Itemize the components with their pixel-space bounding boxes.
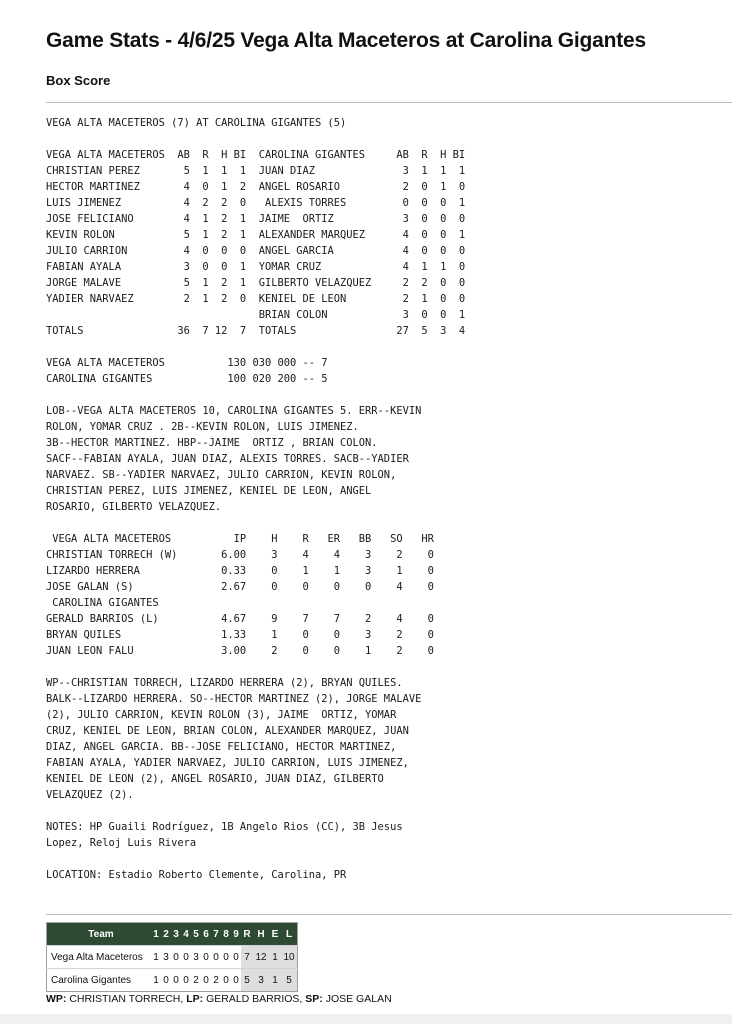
box-score-line: GERALD BARRIOS (L) 4.67 9 7 7 2 4 0 <box>46 613 434 625</box>
box-score-line: WP--CHRISTIAN TORRECH, LIZARDO HERRERA (2), BRYAN QUILES. <box>46 677 403 689</box>
box-score-line: JUAN LEON FALU 3.00 2 0 0 1 2 0 <box>46 645 434 657</box>
box-score-line: NOTES: HP Guaili Rodríguez, 1B Angelo Rios (CC), 3B Jesus <box>46 821 403 833</box>
box-score-heading: Box Score <box>46 73 111 88</box>
linescore-header-inning: 1 <box>151 923 161 946</box>
box-score-line: FABIAN AYALA, YADIER NARVAEZ, JULIO CARRION, LUIS JIMENEZ, <box>46 757 409 769</box>
linescore-lob-cell: 10 <box>281 946 298 969</box>
linescore-inning-cell: 0 <box>181 969 191 992</box>
box-score-line <box>46 131 465 147</box>
linescore-row-away <box>47 946 298 969</box>
box-score-line: NARVAEZ. SB--YADIER NARVAEZ, JULIO CARRION, KEVIN ROLON, <box>46 469 397 481</box>
box-score-line: KENIEL DE LEON (2), ANGEL ROSARIO, JUAN DIAZ, GILBERTO <box>46 773 384 785</box>
box-score-line: JOSE GALAN (S) 2.67 0 0 0 0 4 0 <box>46 581 434 593</box>
linescore-inning-cell: 1 <box>151 946 161 969</box>
linescore-errors-cell: 1 <box>269 946 281 969</box>
box-score-line: ROSARIO, GILBERTO VELAZQUEZ. <box>46 501 222 513</box>
linescore-inning-cell: 0 <box>231 946 241 969</box>
losing-pitcher-label: LP: <box>186 993 204 1005</box>
box-score-line: JULIO CARRION 4 0 0 0 ANGEL GARCIA 4 0 0 0 <box>46 245 466 257</box>
box-score-line: CAROLINA GIGANTES 100 020 200 -- 5 <box>46 373 328 385</box>
linescore-row-home <box>47 969 298 992</box>
linescore-header-inning: 7 <box>211 923 221 946</box>
linescore-hits-cell: 3 <box>253 969 269 992</box>
box-score-line: VEGA ALTA MACETEROS 130 030 000 -- 7 <box>46 357 328 369</box>
page-footer-strip <box>0 1014 732 1024</box>
linescore-inning-cell: 0 <box>221 946 231 969</box>
linescore-header-inning: 2 <box>161 923 171 946</box>
linescore-inning-cell: 1 <box>151 969 161 992</box>
box-score-line: VEGA ALTA MACETEROS IP H R ER BB SO HR <box>46 533 434 545</box>
winning-pitcher-label: WP: <box>46 993 67 1005</box>
linescore-inning-cell: 0 <box>211 946 221 969</box>
box-score-line: KEVIN ROLON 5 1 2 1 ALEXANDER MARQUEZ 4 0 0 1 <box>46 229 466 241</box>
box-score-line: CHRISTIAN TORRECH (W) 6.00 3 4 4 3 2 0 <box>46 549 434 561</box>
box-score-line: CRUZ, KENIEL DE LEON, BRIAN COLON, ALEXANDER MARQUEZ, JUAN <box>46 725 409 737</box>
box-score-line: VELAZQUEZ (2). <box>46 789 134 801</box>
box-score-line: CAROLINA GIGANTES <box>46 597 159 609</box>
linescore-header-inning: 3 <box>171 923 181 946</box>
box-score-line <box>46 851 465 867</box>
box-score-line: DIAZ, ANGEL GARCIA. BB--JOSE FELICIANO, HECTOR MARTINEZ, <box>46 741 397 753</box>
linescore-header-inning: 8 <box>221 923 231 946</box>
box-score-line: JORGE MALAVE 5 1 2 1 GILBERTO VELAZQUEZ 2 2 0 0 <box>46 277 466 289</box>
box-score-line: (2), JULIO CARRION, KEVIN ROLON (3), JAIME ORTIZ, YOMAR <box>46 709 397 721</box>
box-score-line: FABIAN AYALA 3 0 0 1 YOMAR CRUZ 4 1 1 0 <box>46 261 466 273</box>
box-score-line: LOB--VEGA ALTA MACETEROS 10, CAROLINA GIGANTES 5. ERR--KEVIN <box>46 405 422 417</box>
box-score-line: CHRISTIAN PEREZ, LUIS JIMENEZ, KENIEL DE LEON, ANGEL <box>46 485 372 497</box>
box-score-line: TOTALS 36 7 12 7 TOTALS 27 5 3 4 <box>46 325 466 337</box>
linescore-inning-cell: 3 <box>191 946 201 969</box>
box-score-line: BALK--LIZARDO HERRERA. SO--HECTOR MARTINEZ (2), JORGE MALAVE <box>46 693 422 705</box>
box-score-line: LOCATION: Estadio Roberto Clemente, Carolina, PR <box>46 869 347 881</box>
linescore-inning-cell: 0 <box>171 969 181 992</box>
box-score-line <box>46 803 465 819</box>
box-score-line: LIZARDO HERRERA 0.33 0 1 1 3 1 0 <box>46 565 434 577</box>
linescore-header-errors: E <box>269 923 281 946</box>
linescore-inning-cell: 0 <box>231 969 241 992</box>
top-divider <box>46 102 732 103</box>
box-score-line: VEGA ALTA MACETEROS (7) AT CAROLINA GIGANTES (5) <box>46 117 347 129</box>
box-score-line <box>46 339 465 355</box>
linescore-runs-cell: 7 <box>241 946 253 969</box>
linescore-errors-cell: 1 <box>269 969 281 992</box>
linescore-inning-cell: 0 <box>221 969 231 992</box>
linescore-inning-cell: 3 <box>161 946 171 969</box>
box-score-line: SACF--FABIAN AYALA, JUAN DIAZ, ALEXIS TORRES. SACB--YADIER <box>46 453 409 465</box>
box-score-line: JOSE FELICIANO 4 1 2 1 JAIME ORTIZ 3 0 0 0 <box>46 213 466 225</box>
linescore-inning-cell: 2 <box>191 969 201 992</box>
box-score-line: YADIER NARVAEZ 2 1 2 0 KENIEL DE LEON 2 1 0 0 <box>46 293 466 305</box>
linescore-header-hits: H <box>253 923 269 946</box>
box-score-line: ROLON, YOMAR CRUZ . 2B--KEVIN ROLON, LUIS JIMENEZ. <box>46 421 359 433</box>
page-title: Game Stats - 4/6/25 Vega Alta Maceteros at Carolina Gigantes <box>46 29 646 52</box>
linescore-header-inning: 4 <box>181 923 191 946</box>
linescore-runs-cell: 5 <box>241 969 253 992</box>
linescore-header-inning: 6 <box>201 923 211 946</box>
box-score-line <box>46 515 465 531</box>
linescore-header-row <box>47 923 298 946</box>
linescore-inning-cell: 0 <box>171 946 181 969</box>
box-score-line: 3B--HECTOR MARTINEZ. HBP--JAIME ORTIZ , BRIAN COLON. <box>46 437 378 449</box>
linescore-header-inning: 9 <box>231 923 241 946</box>
box-score-line: LUIS JIMENEZ 4 2 2 0 ALEXIS TORRES 0 0 0 1 <box>46 197 466 209</box>
box-score-line: BRYAN QUILES 1.33 1 0 0 3 2 0 <box>46 629 434 641</box>
box-score-line: BRIAN COLON 3 0 0 1 <box>46 309 466 321</box>
box-score-line: HECTOR MARTINEZ 4 0 1 2 ANGEL ROSARIO 2 0 1 0 <box>46 181 466 193</box>
box-score-line <box>46 659 465 675</box>
linescore-hits-cell: 12 <box>253 946 269 969</box>
linescore-team-name: Carolina Gigantes <box>47 969 152 992</box>
linescore-header-team: Team <box>47 923 152 946</box>
save-pitcher: JOSE GALAN <box>325 993 392 1005</box>
losing-pitcher: GERALD BARRIOS, <box>206 993 303 1005</box>
linescore-table <box>46 922 298 992</box>
linescore-inning-cell: 0 <box>201 969 211 992</box>
linescore-lob-cell: 5 <box>281 969 298 992</box>
linescore-inning-cell: 0 <box>161 969 171 992</box>
linescore-inning-cell: 0 <box>201 946 211 969</box>
linescore-header-lob: L <box>281 923 298 946</box>
box-score-text <box>46 115 465 883</box>
linescore-header-runs: R <box>241 923 253 946</box>
linescore-header-inning: 5 <box>191 923 201 946</box>
winning-pitcher: CHRISTIAN TORRECH, <box>69 993 184 1005</box>
box-score-line <box>46 387 465 403</box>
linescore-inning-cell: 0 <box>181 946 191 969</box>
bottom-divider <box>46 914 732 915</box>
box-score-line: VEGA ALTA MACETEROS AB R H BI CAROLINA GIGANTES AB R H BI <box>46 149 466 161</box>
linescore-inning-cell: 2 <box>211 969 221 992</box>
box-score-line: Lopez, Reloj Luis Rivera <box>46 837 197 849</box>
save-pitcher-label: SP: <box>305 993 323 1005</box>
box-score-line: CHRISTIAN PEREZ 5 1 1 1 JUAN DIAZ 3 1 1 1 <box>46 165 466 177</box>
linescore-team-name: Vega Alta Maceteros <box>47 946 152 969</box>
decision-pitchers <box>46 993 392 1005</box>
